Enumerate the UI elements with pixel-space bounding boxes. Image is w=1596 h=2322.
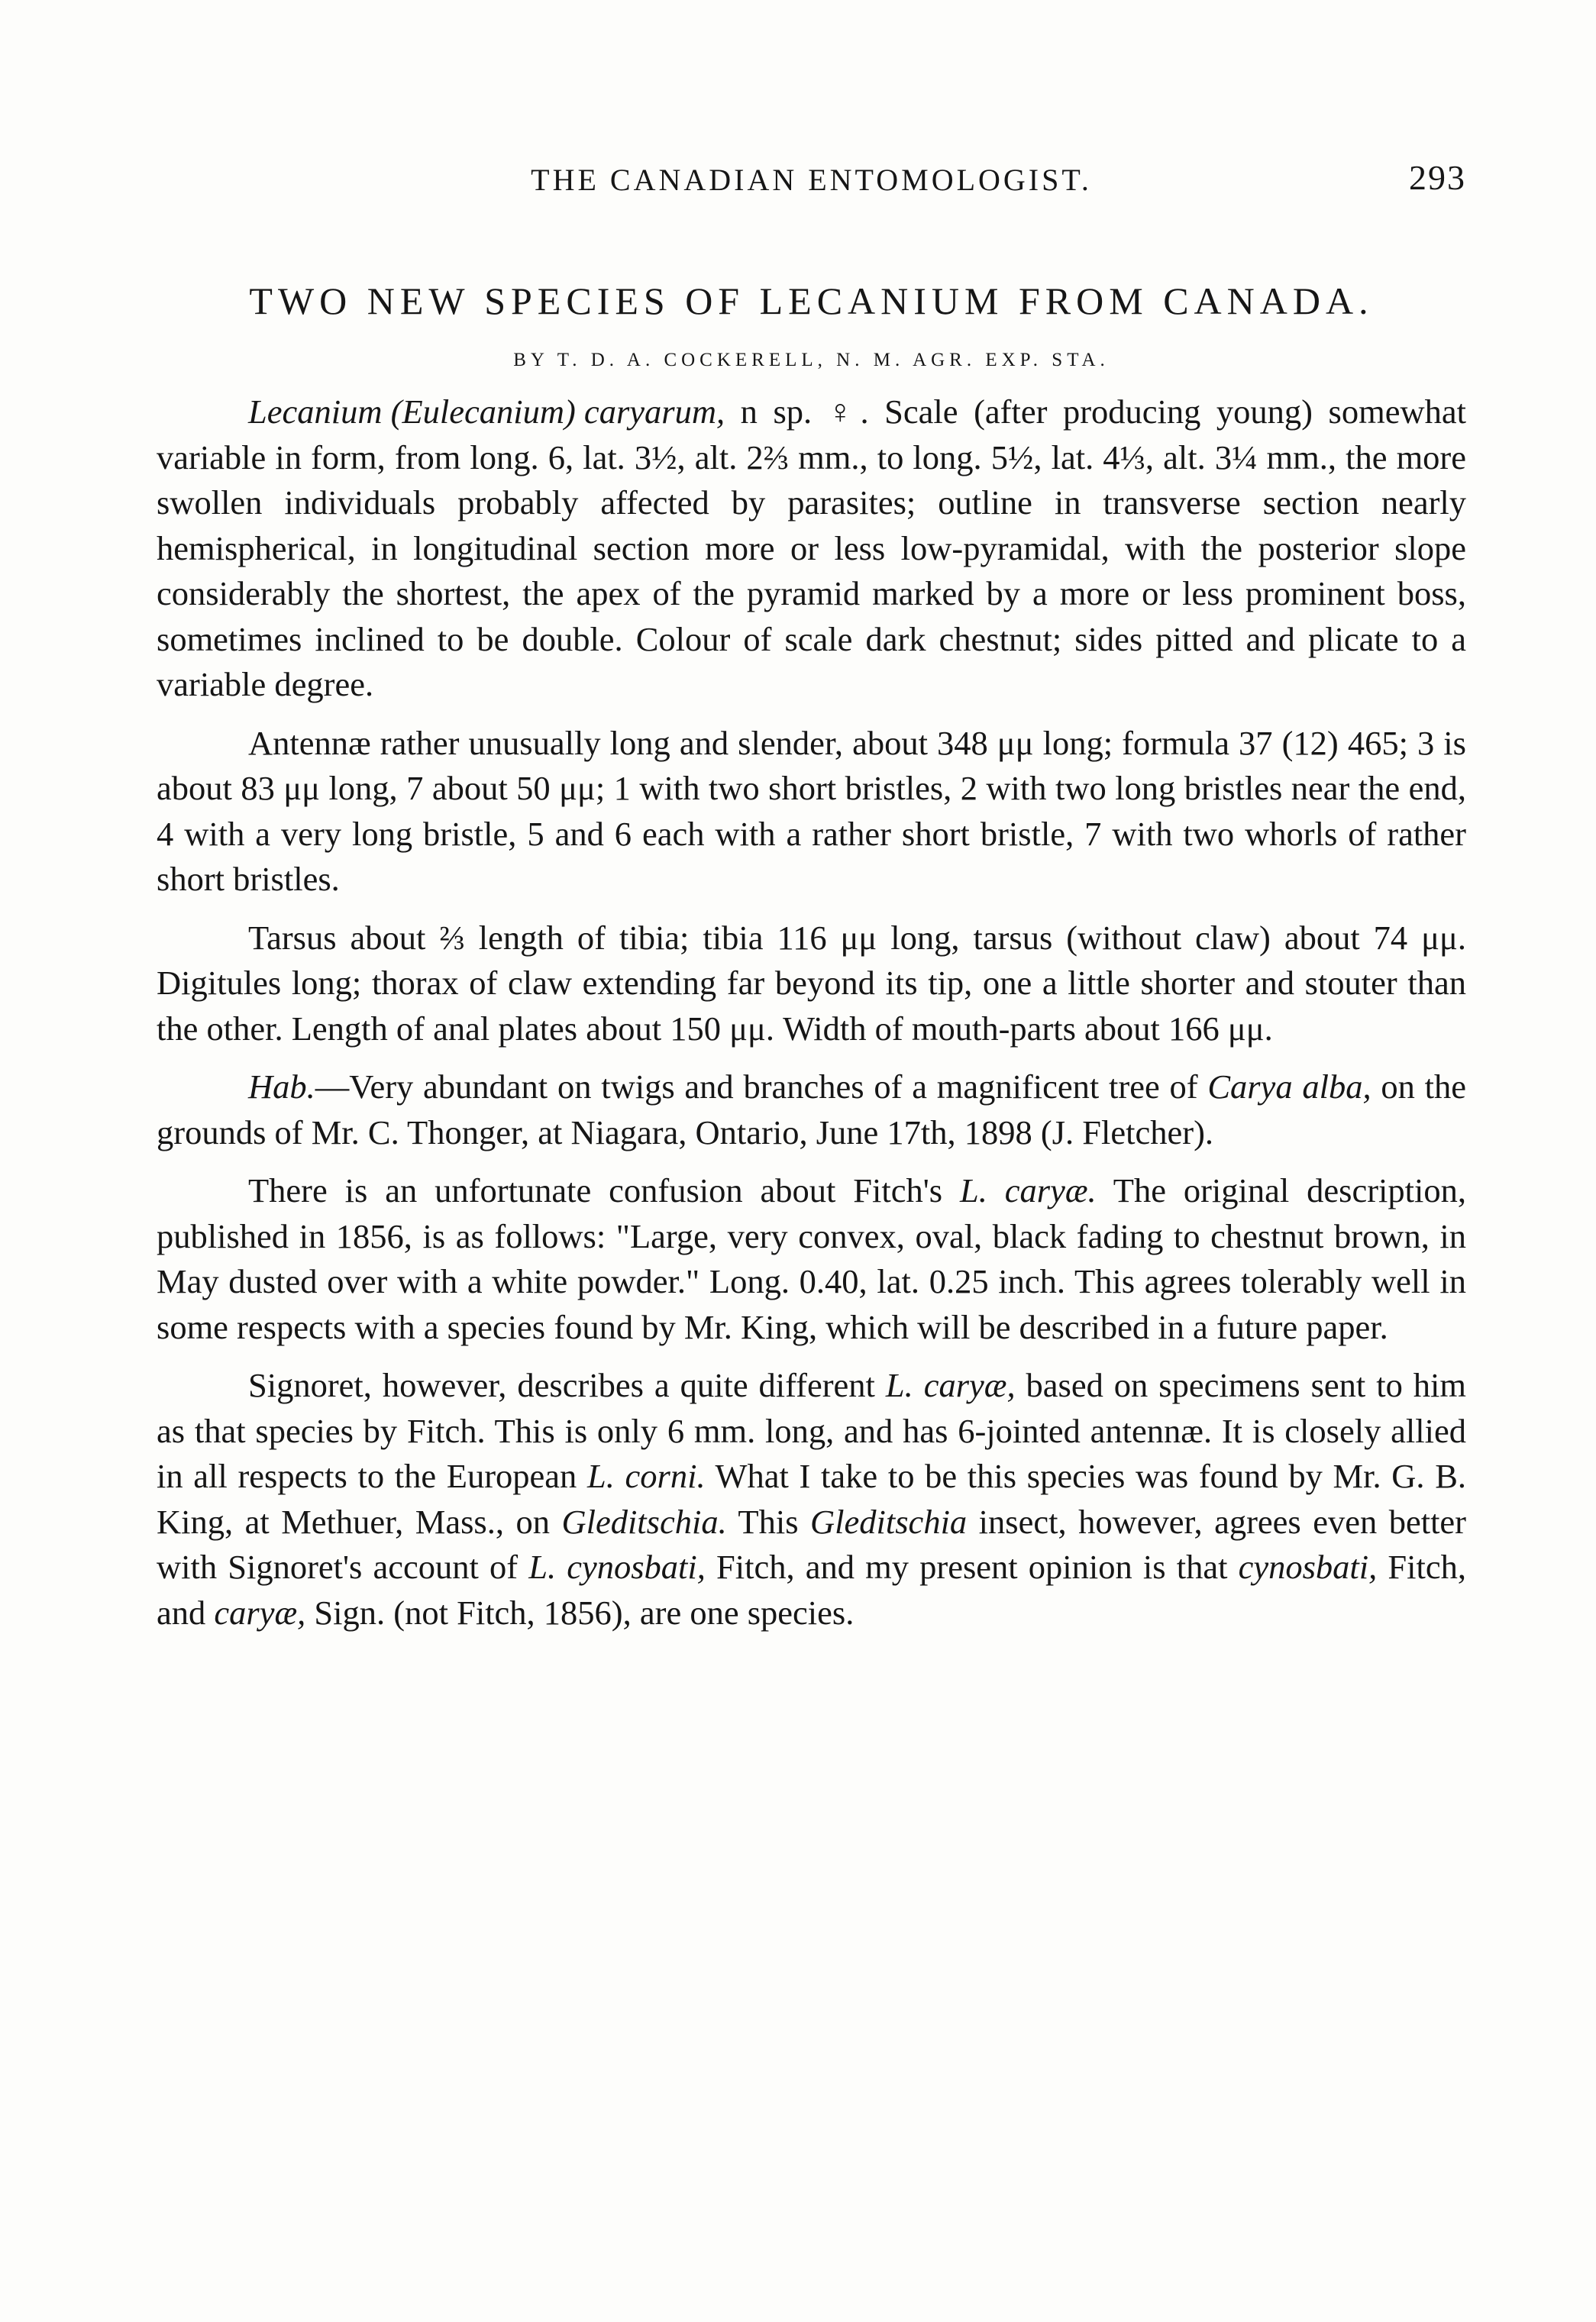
species-name: L. corni. xyxy=(586,1457,706,1495)
paragraph-habitat xyxy=(157,1064,1466,1155)
running-title: THE CANADIAN ENTOMOLOGIST. xyxy=(531,163,1092,197)
paragraph-text: There is an unfortunate confusion about Fitch's xyxy=(248,1171,961,1209)
paragraph-text: Sign. (not Fitch, 1856), are one species. xyxy=(305,1593,855,1632)
page-number: 293 xyxy=(1409,158,1466,197)
paragraph-text: Fitch, and xyxy=(157,1548,1467,1632)
article-body xyxy=(157,389,1466,1649)
species-name: L. caryæ, xyxy=(885,1366,1016,1404)
genus-name: Gleditschia. xyxy=(561,1502,727,1541)
genus-name: Gleditschia xyxy=(810,1502,968,1541)
paragraph-text: based on specimens sent to him as that species by Fitch. This is only 6 mm. long, and has 6-jointed antennæ. It is closely allied in all respects to the European xyxy=(157,1366,1466,1495)
paragraph-tarsus: Tarsus about ⅔ length of tibia; tibia 116 μμ long, tarsus (without claw) about 74 μμ. Digitules long; thorax of claw extending far beyond its tip, one a little shorter and stouter than the other. Length of anal plates about 150 μμ. Width of mouth-parts about 166 μμ. xyxy=(157,918,1466,1048)
host-plant-name: Carya alba, xyxy=(1207,1067,1371,1106)
article-byline: BY T. D. A. COCKERELL, N. M. AGR. EXP. STA. xyxy=(513,350,1110,370)
species-name: L. cynosbati, xyxy=(528,1548,706,1586)
paragraph-text: insect, however, agrees even better with Signoret's account of xyxy=(157,1502,1466,1586)
species-name: caryæ, xyxy=(214,1593,306,1632)
paragraph-text: Fitch, and my present opinion is that xyxy=(705,1548,1239,1586)
paragraph-text: on the grounds of Mr. C. Thonger, at Niagara, Ontario, June 17th, 1898 (J. Fletcher). xyxy=(157,1067,1466,1151)
paragraph-signoret xyxy=(157,1363,1466,1636)
paragraph-antennae: Antennæ rather unusually long and slender, about 348 μμ long; formula 37 (12) 465; 3 is about 83 μμ long, 7 about 50 μμ; 1 with two short bristles, 2 with two long bristles near the end, 4 with a very long bristle, 5 and 6 each with a rather short bristle, 7 with two whorls of rather short bristles. xyxy=(157,723,1466,898)
paragraph-text: The original description, published in 1856, is as follows: "Large, very convex, oval, black fading to chestnut brown, in May dusted over with a white powder." Long. 0.40, lat. 0.25 inch. This agrees tolerably well in some respects with a species found by Mr. King, which will be described in a future paper. xyxy=(157,1171,1467,1346)
species-name: L. caryæ. xyxy=(960,1171,1097,1209)
species-name: Lecanium (Eulecanium) caryarum, xyxy=(248,392,725,431)
paragraph-fitch-confusion xyxy=(157,1168,1466,1350)
paragraph-text: What I take to be this species was found by Mr. G. B. King, at Methuer, Mass., on xyxy=(157,1457,1467,1541)
paragraph-species-description xyxy=(157,389,1466,708)
paragraph-text: This xyxy=(726,1502,811,1541)
running-header xyxy=(157,158,1466,208)
article-title: TWO NEW SPECIES OF LECANIUM FROM CANADA. xyxy=(249,279,1374,322)
paragraph-text: n sp. ♀. Scale (after producing young) somewhat variable in form, from long. 6, lat. 3½, alt. 2⅔ mm., to long. 5½, lat. 4⅓, alt. 3¼ mm., the more swollen individuals probably affected by parasites; outline in transverse section nearly hemispherical, in longitudinal section more or less low-pyramidal, with the posterior slope considerably the shortest, the apex of the pyramid marked by a more or less prominent boss, sometimes inclined to be double. Colour of scale dark chestnut; sides pitted and plicate to a variable degree. xyxy=(157,392,1466,703)
paragraph-text: —Very abundant on twigs and branches of a magnificent tree of xyxy=(315,1067,1208,1106)
paragraph-text: Signoret, however, describes a quite different xyxy=(248,1366,886,1404)
species-name: cynosbati, xyxy=(1238,1548,1378,1586)
habitat-label: Hab. xyxy=(248,1067,315,1106)
